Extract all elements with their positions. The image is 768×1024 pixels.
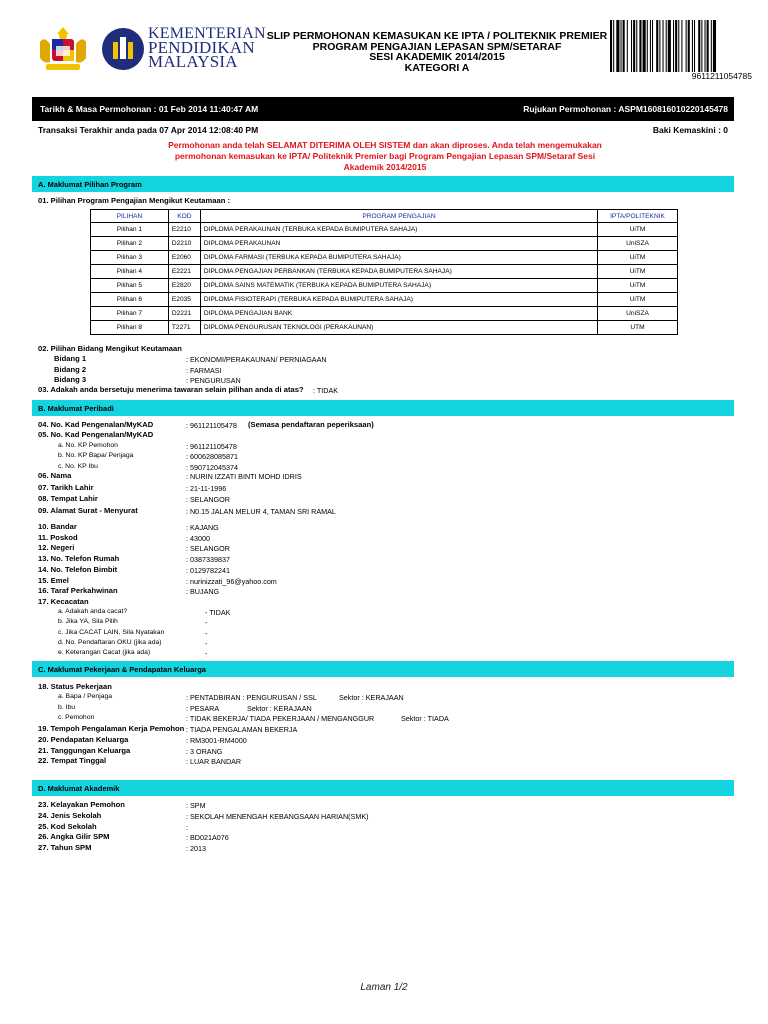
question-18: 18. Status Pekerjaan — [38, 682, 112, 691]
barcode-bar — [627, 20, 628, 72]
personal-field-value: : BUJANG — [186, 587, 220, 597]
cell-ipta: UniSZA — [598, 307, 678, 321]
question-17: 17. Kecacatan — [38, 597, 89, 606]
table-row — [91, 293, 678, 307]
kpm-line-1: KEMENTERIAN — [148, 25, 266, 42]
col-header-pilihan: PILIHAN — [91, 210, 169, 223]
table-row — [91, 251, 678, 265]
cell-program: DIPLOMA SAINS MATEMATIK (TERBUKA KEPADA BUMIPUTERA SAHAJA) — [200, 279, 597, 293]
personal-field-value: : nurinizzati_96@yahoo.com — [186, 576, 277, 586]
col-header-program: PROGRAM PENGAJIAN — [200, 210, 597, 223]
barcode-bar — [610, 20, 612, 72]
academic-field-label: 26. Angka Gilir SPM — [38, 832, 110, 842]
barcode-bar — [659, 20, 660, 72]
family-field-label: 21. Tanggungan Keluarga — [38, 745, 131, 755]
question-19-value: : TIADA PENGALAMAN BEKERJA — [186, 725, 298, 734]
cell-ipta: UiTM — [598, 223, 678, 237]
barcode-number: 9611211054785 — [691, 71, 752, 81]
personal-field-label: 13. No. Telefon Rumah — [38, 554, 120, 564]
bidang-label: Bidang 3 — [54, 375, 87, 384]
mykad-sub-value: : 590712045374 — [186, 462, 238, 472]
disability-sub-value: - — [205, 638, 208, 648]
barcode-bar — [681, 20, 682, 72]
table-row — [91, 279, 678, 293]
personal-field-value: : 0387339837 — [186, 555, 230, 565]
title-line-3: SESI AKADEMIK 2014/2015 — [369, 51, 505, 63]
academic-field-label: 27. Tahun SPM — [38, 843, 92, 853]
col-header-ipta: IPTA/POLITEKNIK — [598, 210, 678, 223]
barcode-bar — [673, 20, 674, 72]
cell-program: DIPLOMA PENGAJIAN PERBANKAN (TERBUKA KEPADA BUMIPUTERA SAHAJA) — [200, 265, 597, 279]
barcode-bar — [639, 20, 641, 72]
barcode-bar — [652, 20, 653, 72]
personal-field-value: : NURIN IZZATI BINTI MOHD IDRIS — [186, 472, 302, 481]
barcode-bar — [707, 20, 709, 72]
cell-program: DIPLOMA PERAKAUNAN (TERBUKA KEPADA BUMIPUTERA SAHAJA) — [200, 223, 597, 237]
cell-ipta: UiTM — [598, 251, 678, 265]
academic-field-value: : SEKOLAH MENENGAH KEBANGSAAN HARIAN(SMK) — [186, 811, 369, 821]
cell-pilihan: Pilihan 3 — [91, 251, 169, 265]
title-line-2: PROGRAM PENGAJIAN LEPASAN SPM/SETARAF — [312, 40, 562, 53]
cell-ipta: UTM — [598, 321, 678, 335]
employment-sector: Sektor : KERAJAAN — [247, 703, 312, 713]
application-datetime: Tarikh & Masa Permohonan : 01 Feb 2014 11:40:47 AM — [40, 104, 259, 114]
barcode-bar — [711, 20, 712, 72]
disability-sub-value: - TIDAK — [205, 608, 231, 617]
personal-field-value: : 0129782241 — [186, 565, 230, 575]
barcode-bar — [663, 20, 664, 72]
cell-kod: D2221 — [168, 307, 200, 321]
cell-program: DIPLOMA FISIOTERAPI (TERBUKA KEPADA BUMIPUTERA SAHAJA) — [200, 293, 597, 307]
cell-program: DIPLOMA PENGURUSAN TEKNOLOGI (PERAKAUNAN) — [200, 321, 597, 335]
disability-sub-label: c. Jika CACAT LAIN, Sila Nyatakan — [58, 628, 165, 636]
personal-field-label: 12. Negeri — [38, 543, 75, 553]
barcode-bar — [631, 20, 632, 72]
barcode-bar — [636, 20, 637, 72]
bidang-value: : EKONOMI/PERAKAUNAN/ PERNIAGAAN — [186, 355, 327, 364]
program-choices-table — [90, 209, 678, 335]
academic-field-value: : BD021A076 — [186, 833, 229, 843]
bidang-label: Bidang 1 — [54, 354, 87, 363]
cell-program: DIPLOMA PERAKAUNAN — [200, 237, 597, 251]
employment-sub-label: a. Bapa / Penjaga — [58, 693, 113, 700]
barcode-bar — [692, 20, 693, 72]
barcode-bar — [678, 20, 679, 72]
personal-field-value: : 43000 — [186, 533, 210, 543]
bidang-value: : PENGURUSAN — [186, 376, 241, 385]
application-reference: Rujukan Permohonan : ASPM160816010220145478 — [523, 104, 728, 114]
family-field-label: 22. Tempat Tinggal — [38, 756, 107, 766]
barcode-bar — [633, 20, 635, 72]
table-header-row — [91, 210, 678, 223]
family-field-value: : LUAR BANDAR — [186, 757, 242, 767]
cell-pilihan: Pilihan 1 — [91, 223, 169, 237]
cell-ipta: UniSZA — [598, 237, 678, 251]
application-info-bar — [32, 97, 734, 121]
disability-sub-value: - — [205, 649, 208, 659]
barcode-bar — [623, 20, 625, 72]
mykad-sub-label: c. No. KP Ibu — [58, 462, 98, 470]
barcode-icon — [610, 20, 756, 72]
barcode-bar — [686, 20, 687, 72]
academic-field-label: 24. Jenis Sekolah — [38, 810, 102, 820]
disability-sub-label: d. No. Pendaftaran OKU (jika ada) — [58, 638, 162, 646]
mykad-sub-value: : 961121105478 — [186, 442, 237, 451]
cell-ipta: UiTM — [598, 265, 678, 279]
question-04-value: : 961121105478 — [186, 421, 237, 430]
cell-pilihan: Pilihan 6 — [91, 293, 169, 307]
employment-sub-value: : PENTADBIRAN : PENGURUSAN / SSL — [186, 693, 317, 702]
employment-sub-label: c. Pemohon — [58, 714, 95, 721]
family-field-label: 20. Pendapatan Keluarga — [38, 735, 129, 744]
cell-ipta: UiTM — [598, 293, 678, 307]
personal-field-label: 11. Poskod — [38, 532, 78, 542]
title-line-4: KATEGORI A — [404, 61, 470, 74]
bidang-label: Bidang 2 — [54, 364, 87, 374]
barcode-bar — [616, 20, 619, 72]
personal-field-label: 08. Tempat Lahir — [38, 494, 98, 503]
section-d-header: D. Maklumat Akademik — [32, 780, 734, 796]
mykad-sub-value: : 600628085871 — [186, 452, 238, 462]
cell-ipta: UiTM — [598, 279, 678, 293]
table-row — [91, 237, 678, 251]
disability-sub-label: b. Jika YA, Sila Pilih — [58, 618, 118, 626]
personal-field-value: : KAJANG — [186, 523, 219, 532]
cell-kod: D2210 — [168, 237, 200, 251]
cell-kod: E2060 — [168, 251, 200, 265]
section-b-header: B. Maklumat Peribadi — [32, 400, 734, 416]
mykad-sub-label: a. No. KP Pemohon — [58, 442, 118, 449]
table-row — [91, 265, 678, 279]
barcode-bar — [643, 20, 646, 72]
barcode-bar — [647, 20, 648, 72]
cell-kod: E2221 — [168, 265, 200, 279]
personal-field-value: : SELANGOR — [186, 495, 230, 504]
cell-pilihan: Pilihan 5 — [91, 279, 169, 293]
document-title — [262, 31, 612, 73]
cell-program: DIPLOMA PENGAJIAN BANK — [200, 307, 597, 321]
employment-sector: Sektor : TIADA — [401, 714, 449, 723]
disability-sub-label: e. Keterangan Cacat (jika ada) — [58, 649, 151, 657]
bidang-value: : FARMASI — [186, 365, 222, 375]
disability-sub-value: - — [205, 628, 208, 638]
academic-field-value: : — [186, 822, 188, 832]
barcode-bar — [698, 20, 700, 72]
cell-pilihan: Pilihan 7 — [91, 307, 169, 321]
table-row — [91, 321, 678, 335]
personal-field-label: 07. Tarikh Lahir — [38, 482, 94, 492]
success-notice: Permohonan anda telah SELAMAT DITERIMA OLEH SISTEM dan akan diproses. Anda telah mengemukakan permohonan kemasukan ke IPTA/ Politeknik Premier bagi Program Pengajian Lepasan SPM/Setaraf Sesi Akademik 2014/2015 — [168, 140, 602, 172]
kpm-line-2: PENDIDIKAN — [148, 38, 255, 57]
disability-sub-value: - — [205, 618, 208, 628]
barcode-bar — [694, 20, 695, 72]
family-field-value: : 3 ORANG — [186, 746, 223, 756]
title-line-1: SLIP PERMOHONAN KEMASUKAN KE IPTA / POLITEKNIK PREMIER — [266, 30, 608, 42]
question-01: 01. Pilihan Program Pengajian Mengikut Keutamaan : — [38, 196, 230, 205]
academic-field-label: 23. Kelayakan Pemohon — [38, 800, 125, 809]
question-05: 05. No. Kad Pengenalan/MyKAD — [38, 430, 154, 439]
question-19: 19. Tempoh Pengalaman Kerja Pemohon — [38, 724, 185, 733]
family-field-value: : RM3001-RM4000 — [186, 736, 247, 745]
section-c-header: C. Maklumat Pekerjaan & Pendapatan Keluarga — [32, 661, 734, 677]
remaining-updates: Baki Kemaskini : 0 — [652, 125, 728, 135]
barcode-bar — [650, 20, 651, 72]
document-header — [0, 0, 768, 92]
barcode-bar — [675, 20, 677, 72]
cell-pilihan: Pilihan 8 — [91, 321, 169, 335]
academic-field-value: : 2013 — [186, 844, 206, 854]
mykad-sub-label: b. No. KP Bapa/ Penjaga — [58, 452, 134, 460]
col-header-kod: KOD — [168, 210, 200, 223]
personal-field-value: : 21-11-1996 — [186, 483, 227, 493]
barcode-bar — [621, 20, 622, 72]
cell-pilihan: Pilihan 4 — [91, 265, 169, 279]
question-02: 02. Pilihan Bidang Mengikut Keutamaan — [38, 344, 182, 353]
barcode-bar — [666, 20, 667, 72]
cell-kod: E2210 — [168, 223, 200, 237]
barcode-bar — [713, 20, 716, 72]
personal-field-label: 06. Nama — [38, 471, 72, 480]
kpm-line-3: MALAYSIA — [148, 52, 238, 71]
personal-field-label: 15. Emel — [38, 575, 69, 585]
barcode-bar — [701, 20, 702, 72]
cell-pilihan: Pilihan 2 — [91, 237, 169, 251]
question-03-value: : TIDAK — [313, 386, 339, 395]
table-row — [91, 307, 678, 321]
page-number: Laman 1/2 — [360, 982, 408, 993]
section-a-header: A. Maklumat Pilihan Program — [32, 176, 734, 192]
barcode-bar — [668, 20, 671, 72]
employment-sub-label: b. Ibu — [58, 703, 76, 711]
personal-field-label: 16. Taraf Perkahwinan — [38, 586, 118, 596]
table-row — [91, 223, 678, 237]
question-04: 04. No. Kad Pengenalan/MyKAD — [38, 420, 154, 429]
cell-program: DIPLOMA FARMASI (TERBUKA KEPADA BUMIPUTERA SAHAJA) — [200, 251, 597, 265]
last-transaction: Transaksi Terakhir anda pada 07 Apr 2014 12:08:40 PM — [38, 125, 259, 135]
personal-field-value: : N0.15 JALAN MELUR 4, TAMAN SRI RAMAL — [186, 506, 336, 516]
barcode-bar — [705, 20, 706, 72]
personal-field-value: : SELANGOR — [186, 544, 230, 554]
cell-kod: T2271 — [168, 321, 200, 335]
cell-kod: E2820 — [168, 279, 200, 293]
kpm-wordmark — [148, 27, 266, 69]
academic-field-label: 25. Kod Sekolah — [38, 821, 97, 831]
malaysia-coat-of-arms-icon — [34, 24, 92, 74]
kpm-logo-icon — [100, 26, 146, 72]
disability-sub-label: a. Adakah anda cacat? — [58, 608, 128, 615]
employment-sub-value: : TIDAK BEKERJA/ TIADA PEKERJAAN / MENGANGGUR — [186, 714, 375, 723]
personal-field-label: 10. Bandar — [38, 522, 77, 531]
personal-field-label: 09. Alamat Surat - Menyurat — [38, 505, 138, 515]
question-03: 03. Adakah anda bersetuju menerima tawaran selain pilihan anda di atas? — [38, 385, 304, 394]
academic-field-value: : SPM — [186, 801, 206, 810]
cell-kod: E2035 — [168, 293, 200, 307]
employment-sub-value: : PESARA — [186, 703, 220, 713]
barcode-bar — [656, 20, 658, 72]
personal-field-label: 14. No. Telefon Bimbit — [38, 564, 118, 574]
barcode-bar — [688, 20, 690, 72]
question-04-note: (Semasa pendaftaran peperiksaan) — [248, 420, 374, 429]
employment-sector: Sektor : KERAJAAN — [339, 693, 404, 702]
barcode-bar — [613, 20, 614, 72]
